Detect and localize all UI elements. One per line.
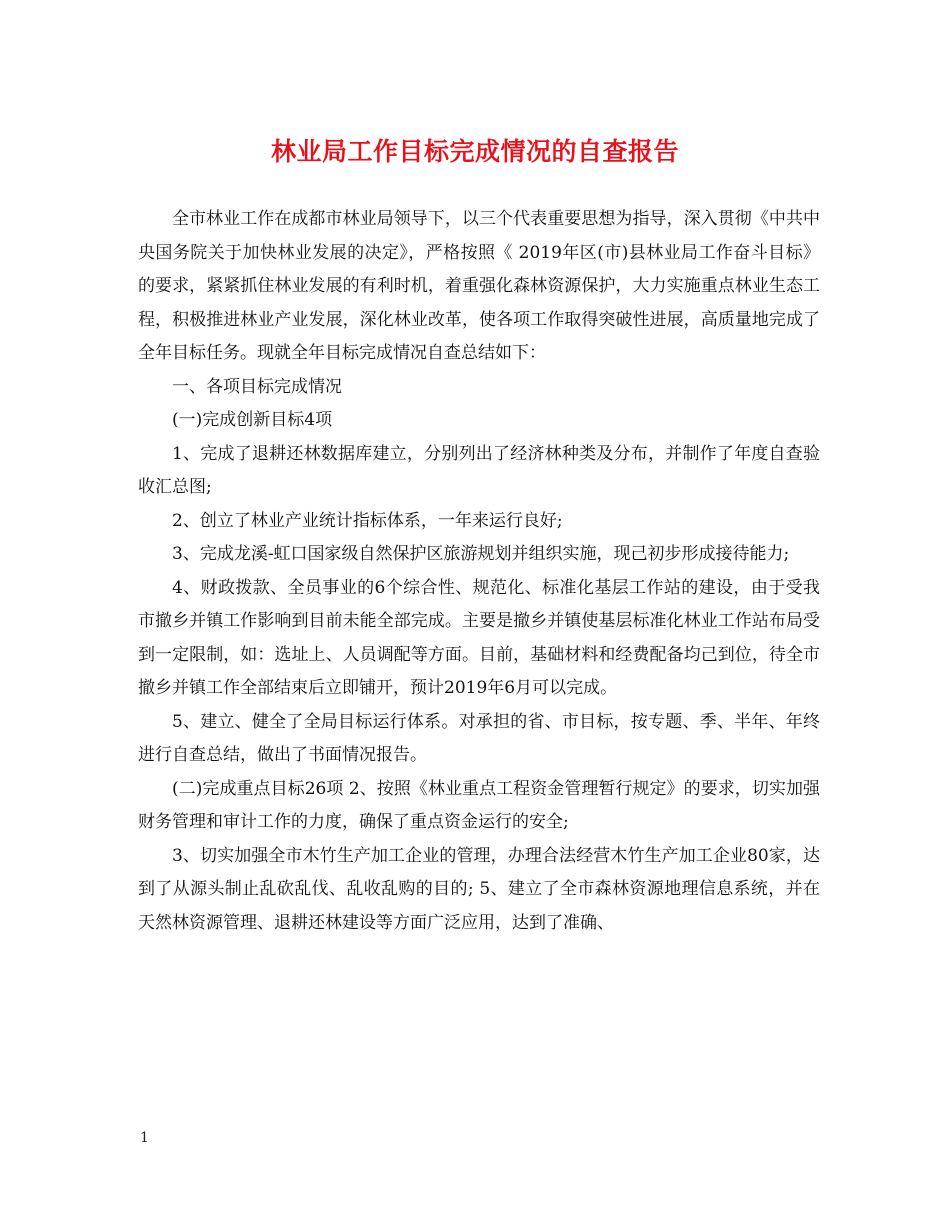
list-item: 2、创立了林业产业统计指标体系，一年来运行良好; (172, 510, 563, 531)
page-number: 1 (140, 1130, 149, 1146)
list-item: 1、完成了退耕还林数据库建立，分别列出了经济林种类及分布，并制作了年度自查验收汇总图; (138, 443, 820, 497)
list-item: 4、财政拨款、全员事业的6个综合性、规范化、标准化基层工作站的建设，由于受我市撤乡并镇工作影响到目前未能全部完成。主要是撤乡并镇使基层标准化林业工作站布局受到一定限制，如：选址上、人员调配等方面。目前，基础材料和经费配备均己到位，待全市撤乡并镇工作全部结束后立即铺开，预计2019年6月可以完成。 (138, 577, 820, 698)
section-heading: 一、各项目标完成情况 (172, 376, 342, 397)
document-title: 林业局工作目标完成情况的自查报告 (270, 137, 679, 166)
list-item: 3、切实加强全市木竹生产加工企业的管理，办理合法经营木竹生产加工企业80家，达到了从源头制止乱砍乱伐、乱收乱购的目的; 5、建立了全市森林资源地理信息系统，并在天然林资源管理、退耕还林建设等方面广泛应用，达到了准确、 (138, 845, 820, 933)
subsection-heading: (一)完成创新目标4项 (172, 410, 333, 430)
list-item: 5、建立、健全了全局目标运行体系。对承担的省、市目标，按专题、季、半年、年终进行自查总结，做出了书面情况报告。 (138, 711, 820, 765)
document-body (138, 203, 820, 940)
subsection-paragraph: (二)完成重点目标26项 2、按照《林业重点工程资金管理暂行规定》的要求，切实加强财务管理和审计工作的力度，确保了重点资金运行的安全; (138, 778, 820, 832)
paragraph-intro: 全市林业工作在成都市林业局领导下，以三个代表重要思想为指导，深入贯彻《中共中央国务院关于加快林业发展的决定》，严格按照《 2019年区(市)县林业局工作奋斗目标》的要求，紧紧抓住林业发展的有利时机，着重强化森林资源保护，大力实施重点林业生态工程，积极推进林业产业发展，深化林业改革，使各项工作取得突破性进展，高质量地完成了全年目标任务。现就全年目标完成情况自查总结如下： (138, 209, 820, 363)
list-item: 3、完成龙溪-虹口国家级自然保护区旅游规划并组织实施，现己初步形成接待能力; (172, 544, 790, 564)
